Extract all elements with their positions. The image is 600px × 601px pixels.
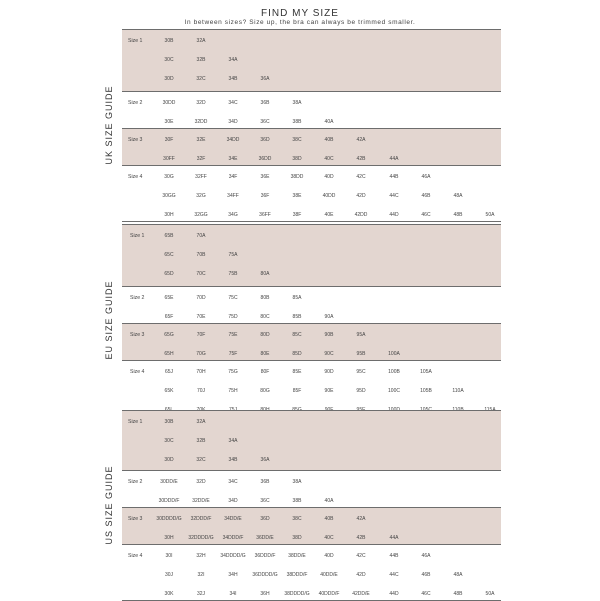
size-cell: 80C	[260, 314, 270, 320]
size-cell: 44A	[389, 535, 399, 541]
size-cell: 32GG	[194, 212, 208, 218]
size-cell: 38B	[292, 119, 302, 125]
size-cell: 85D	[292, 351, 302, 357]
size-cell: 44C	[389, 193, 399, 199]
size-cell: 36A	[260, 457, 270, 463]
size-cell: 46A	[421, 553, 431, 559]
size-cell: 44D	[389, 591, 399, 597]
size-cell: 40E	[324, 212, 334, 218]
size-cell: 44B	[389, 174, 399, 180]
size-cell: 75F	[228, 351, 238, 357]
size-cell: 34DDD/F	[222, 535, 244, 541]
size-cell: 38E	[292, 193, 302, 199]
size-cell: 34D	[228, 119, 238, 125]
size-cell: 30F	[164, 137, 174, 143]
size-cell: 100B	[388, 369, 400, 375]
size-group-band	[122, 323, 501, 360]
size-cell: 36DD	[258, 156, 272, 162]
size-cell: 90C	[324, 351, 334, 357]
size-cell: 75B	[228, 271, 238, 277]
size-cell: 40B	[324, 137, 334, 143]
size-guide-section	[0, 29, 600, 221]
size-cell: 65K	[164, 388, 174, 394]
size-cell: 34E	[228, 156, 238, 162]
size-cell: 38DD	[290, 174, 304, 180]
size-cell: 80D	[260, 332, 270, 338]
size-cell: 38D	[292, 156, 302, 162]
size-cell: 44D	[389, 212, 399, 218]
size-cell: 34H	[228, 572, 238, 578]
size-cell: 75H	[228, 388, 238, 394]
size-group-label: Size 2	[128, 100, 143, 106]
size-guide-section	[0, 410, 600, 600]
size-cell: 34C	[228, 100, 238, 106]
size-cell: 46C	[421, 591, 431, 597]
size-cell: 70B	[196, 252, 206, 258]
size-cell: 36B	[260, 479, 270, 485]
size-cell: 32C	[196, 457, 206, 463]
size-cell: 90E	[324, 388, 334, 394]
size-cell: 70F	[196, 332, 206, 338]
size-cell: 40DD/E	[320, 572, 338, 578]
size-cell: 38B	[292, 498, 302, 504]
section-label: US SIZE GUIDE	[104, 465, 114, 545]
size-cell: 30GG	[162, 193, 176, 199]
size-cell: 48A	[453, 193, 463, 199]
size-cell: 40C	[324, 535, 334, 541]
size-guide-section	[0, 224, 600, 416]
size-cell: 30K	[164, 591, 174, 597]
size-cell: 36C	[260, 119, 270, 125]
size-cell: 32G	[196, 193, 206, 199]
size-group-label: Size 1	[130, 233, 145, 239]
size-cell: 36H	[260, 591, 270, 597]
size-cell: 32DD	[194, 119, 208, 125]
size-cell: 36A	[260, 76, 270, 82]
size-cell: 32H	[196, 553, 206, 559]
size-cell: 30FF	[163, 156, 175, 162]
size-cell: 46B	[421, 193, 431, 199]
size-cell: 30DD/E	[160, 479, 178, 485]
size-cell: 38DDD/F	[286, 572, 308, 578]
size-cell: 80F	[260, 369, 270, 375]
size-cell: 40D	[324, 553, 334, 559]
size-cell: 34I	[229, 591, 237, 597]
size-group-label: Size 1	[128, 38, 143, 44]
size-cell: 44C	[389, 572, 399, 578]
size-cell: 36C	[260, 498, 270, 504]
page-subtitle: In between sizes? Size up, the bra can always be trimmed smaller.	[184, 19, 416, 26]
size-group-divider	[122, 323, 501, 324]
size-cell: 85E	[292, 369, 302, 375]
size-cell: 30D	[164, 76, 174, 82]
size-cell: 65C	[164, 252, 174, 258]
size-group-divider	[122, 470, 501, 471]
size-cell: 30D	[164, 457, 174, 463]
size-cell: 32C	[196, 76, 206, 82]
size-cell: 38A	[292, 100, 302, 106]
size-cell: 34A	[228, 57, 238, 63]
size-group-divider	[122, 29, 501, 30]
size-cell: 105B	[420, 388, 432, 394]
size-cell: 42DD/E	[352, 591, 370, 597]
size-group-divider	[122, 544, 501, 545]
size-cell: 48B	[453, 591, 463, 597]
size-cell: 38F	[292, 212, 302, 218]
size-cell: 100C	[388, 388, 400, 394]
size-cell: 32DDD/F	[190, 516, 212, 522]
section-label: EU SIZE GUIDE	[104, 280, 114, 360]
size-cell: 44B	[389, 553, 399, 559]
size-cell: 32FF	[195, 174, 207, 180]
size-cell: 80A	[260, 271, 270, 277]
size-cell: 75G	[228, 369, 238, 375]
size-cell: 34A	[228, 438, 238, 444]
size-cell: 70E	[196, 314, 206, 320]
size-cell: 70G	[196, 351, 206, 357]
size-cell: 46A	[421, 174, 431, 180]
size-cell: 36B	[260, 100, 270, 106]
size-group-band	[122, 410, 501, 470]
size-cell: 34DDDD/G	[220, 553, 246, 559]
size-cell: 80E	[260, 351, 270, 357]
size-cell: 65J	[164, 369, 174, 375]
size-cell: 75E	[228, 332, 238, 338]
size-cell: 75C	[228, 295, 238, 301]
size-cell: 30B	[164, 38, 174, 44]
size-group-label: Size 1	[128, 419, 143, 425]
size-cell: 38DDDD/G	[284, 591, 310, 597]
size-cell: 85B	[292, 314, 302, 320]
size-cell: 75A	[228, 252, 238, 258]
size-group-divider	[122, 221, 501, 222]
size-cell: 48B	[453, 212, 463, 218]
size-cell: 30B	[164, 419, 174, 425]
size-cell: 42D	[356, 572, 366, 578]
size-cell: 30E	[164, 119, 174, 125]
size-cell: 65B	[164, 233, 174, 239]
size-group-divider	[122, 360, 501, 361]
size-cell: 70A	[196, 233, 206, 239]
size-cell: 42D	[356, 193, 366, 199]
size-cell: 32D	[196, 479, 206, 485]
size-cell: 46C	[421, 212, 431, 218]
size-cell: 38DD/E	[288, 553, 306, 559]
size-group-divider	[122, 224, 501, 225]
size-cell: 36E	[260, 174, 270, 180]
size-cell: 36FF	[259, 212, 271, 218]
size-cell: 30C	[164, 57, 174, 63]
size-cell: 30DDD/F	[158, 498, 180, 504]
size-cell: 38A	[292, 479, 302, 485]
size-cell: 42A	[356, 137, 366, 143]
size-cell: 32A	[196, 38, 206, 44]
size-group-divider	[122, 91, 501, 92]
size-group-band	[122, 128, 501, 165]
size-cell: 30J	[164, 572, 174, 578]
size-cell: 80G	[260, 388, 270, 394]
size-cell: 65D	[164, 271, 174, 277]
size-cell: 85C	[292, 332, 302, 338]
size-cell: 30H	[164, 212, 174, 218]
section-label: UK SIZE GUIDE	[104, 85, 114, 165]
size-group-label: Size 2	[130, 295, 145, 301]
size-group-label: Size 4	[128, 174, 143, 180]
size-cell: 90D	[324, 369, 334, 375]
size-cell: 34DD/E	[224, 516, 242, 522]
size-group-divider	[122, 286, 501, 287]
size-cell: 36DDD/F	[254, 553, 276, 559]
size-cell: 100A	[388, 351, 400, 357]
size-cell: 85F	[292, 388, 302, 394]
size-cell: 65E	[164, 295, 174, 301]
size-group-band	[122, 507, 501, 544]
size-cell: 32J	[196, 591, 206, 597]
size-group-divider	[122, 507, 501, 508]
size-cell: 42DD	[354, 212, 368, 218]
size-cell: 110A	[452, 388, 464, 394]
size-cell: 32A	[196, 419, 206, 425]
size-cell: 50A	[485, 591, 495, 597]
size-cell: 32F	[196, 156, 206, 162]
size-cell: 95C	[356, 369, 366, 375]
size-cell: 32DDDD/G	[188, 535, 214, 541]
size-cell: 34G	[228, 212, 238, 218]
size-group-label: Size 2	[128, 479, 143, 485]
size-cell: 42C	[356, 174, 366, 180]
size-cell: 105A	[420, 369, 432, 375]
size-cell: 34B	[228, 76, 238, 82]
size-cell: 38C	[292, 516, 302, 522]
size-cell: 40B	[324, 516, 334, 522]
size-cell: 42B	[356, 156, 366, 162]
size-group-band	[122, 29, 501, 91]
size-cell: 70J	[196, 388, 206, 394]
size-cell: 70D	[196, 295, 206, 301]
size-cell: 48A	[453, 572, 463, 578]
size-cell: 34F	[228, 174, 238, 180]
size-cell: 65H	[164, 351, 174, 357]
size-cell: 40D	[324, 174, 334, 180]
size-cell: 36D	[260, 516, 270, 522]
size-cell: 30I	[165, 553, 173, 559]
size-cell: 85A	[292, 295, 302, 301]
size-cell: 40A	[324, 119, 334, 125]
size-cell: 40DDD/F	[318, 591, 340, 597]
size-group-band	[122, 224, 501, 286]
size-cell: 32B	[196, 438, 206, 444]
size-cell: 95B	[356, 351, 366, 357]
size-group-divider	[122, 165, 501, 166]
size-group-divider	[122, 128, 501, 129]
size-cell: 30C	[164, 438, 174, 444]
size-cell: 34DD	[226, 137, 240, 143]
size-cell: 40DD	[322, 193, 336, 199]
size-cell: 40A	[324, 498, 334, 504]
size-group-label: Size 3	[128, 137, 143, 143]
size-group-label: Size 4	[130, 369, 145, 375]
size-cell: 95D	[356, 388, 366, 394]
size-cell: 36DDDD/G	[252, 572, 278, 578]
page-title: FIND MY SIZE	[261, 8, 339, 19]
size-cell: 50A	[485, 212, 495, 218]
size-cell: 32D	[196, 100, 206, 106]
size-cell: 90B	[324, 332, 334, 338]
size-cell: 32E	[196, 137, 206, 143]
size-cell: 75D	[228, 314, 238, 320]
size-cell: 90A	[324, 314, 334, 320]
size-cell: 34FF	[227, 193, 239, 199]
size-cell: 32B	[196, 57, 206, 63]
size-cell: 34B	[228, 457, 238, 463]
size-cell: 42A	[356, 516, 366, 522]
size-cell: 95A	[356, 332, 366, 338]
size-cell: 70C	[196, 271, 206, 277]
size-cell: 32I	[197, 572, 205, 578]
size-cell: 30DD	[162, 100, 176, 106]
size-cell: 42C	[356, 553, 366, 559]
size-cell: 36DD/E	[256, 535, 274, 541]
size-cell: 65G	[164, 332, 174, 338]
size-cell: 34D	[228, 498, 238, 504]
size-cell: 65F	[164, 314, 174, 320]
size-cell: 70H	[196, 369, 206, 375]
size-cell: 36F	[260, 193, 270, 199]
size-cell: 30G	[164, 174, 174, 180]
size-cell: 46B	[421, 572, 431, 578]
size-group-label: Size 3	[128, 516, 143, 522]
size-cell: 44A	[389, 156, 399, 162]
size-group-label: Size 3	[130, 332, 145, 338]
size-cell: 36D	[260, 137, 270, 143]
size-cell: 30DDDD/G	[156, 516, 182, 522]
size-group-divider	[122, 410, 501, 411]
size-cell: 38C	[292, 137, 302, 143]
size-cell: 42B	[356, 535, 366, 541]
size-cell: 34C	[228, 479, 238, 485]
size-cell: 40C	[324, 156, 334, 162]
size-cell: 30H	[164, 535, 174, 541]
size-cell: 32DD/E	[192, 498, 210, 504]
size-cell: 38D	[292, 535, 302, 541]
size-group-label: Size 4	[128, 553, 143, 559]
size-cell: 80B	[260, 295, 270, 301]
